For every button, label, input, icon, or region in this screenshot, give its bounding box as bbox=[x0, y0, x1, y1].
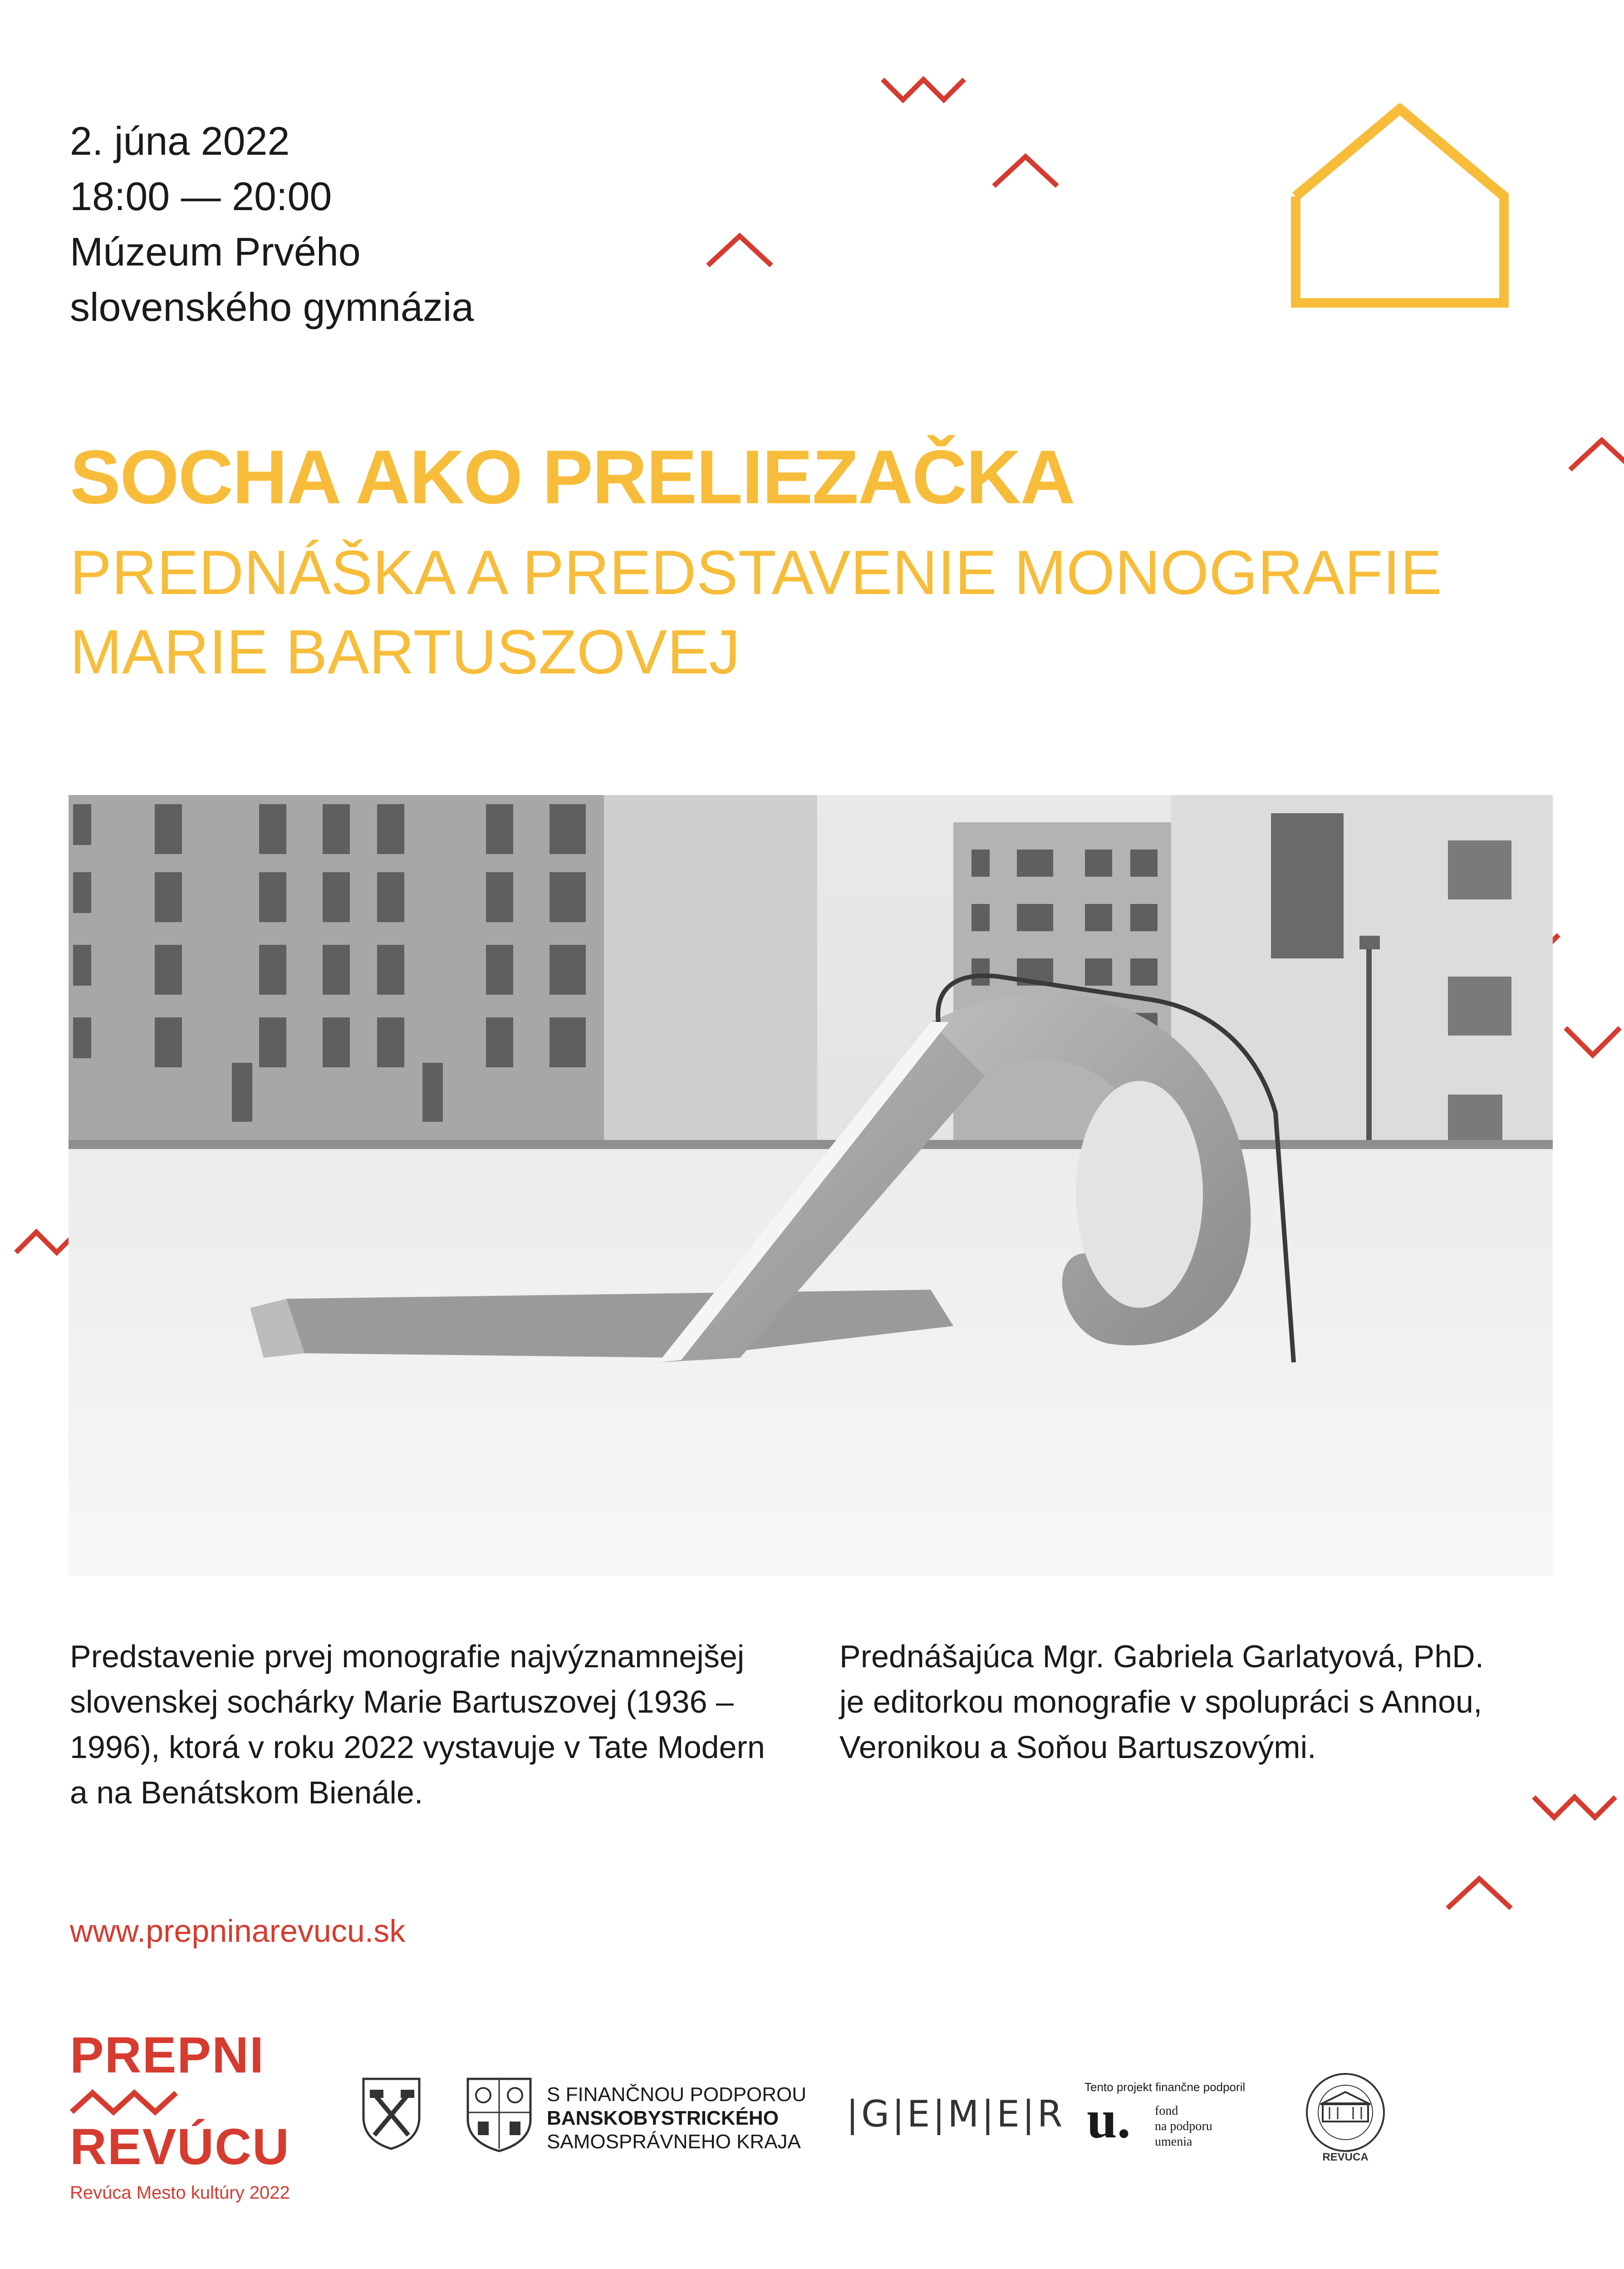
logo-word-prepni: PREPNI bbox=[70, 2027, 265, 2083]
fpu-line1: fond bbox=[1155, 2104, 1178, 2118]
museum-seal-name: REVÚCA bbox=[1322, 2151, 1369, 2163]
page-title: SOCHA AKO PRELIEZAČKA bbox=[70, 434, 1074, 520]
page-subtitle bbox=[70, 533, 1442, 692]
event-venue-line1: Múzeum Prvého bbox=[70, 229, 361, 274]
logo-zigzag-icon bbox=[70, 2088, 188, 2116]
chevron-decoration-icon bbox=[1565, 436, 1624, 476]
description-right-line2: je editorkou monografie v spolupráci s Annou, bbox=[839, 1684, 1482, 1719]
event-info bbox=[70, 113, 474, 335]
fpu-note: Tento projekt finančne podporil bbox=[1084, 2080, 1246, 2094]
event-venue-line2: slovenského gymnázia bbox=[70, 285, 474, 329]
bbsk-coat-of-arms-icon bbox=[465, 2076, 533, 2153]
house-outline-icon bbox=[1291, 103, 1509, 308]
event-time: 18:00 — 20:00 bbox=[70, 174, 332, 219]
museum-seal-icon bbox=[1293, 2072, 1398, 2158]
description-left-line4: a na Benátskom Bienále. bbox=[70, 1775, 423, 1810]
gemer-logo: |G|E|M|E|R bbox=[846, 2093, 1065, 2135]
bbsk-line3: SAMOSPRÁVNEHO KRAJA bbox=[547, 2131, 801, 2153]
fpu-line3: umenia bbox=[1155, 2135, 1192, 2149]
chevron-decoration-icon bbox=[989, 152, 1062, 193]
bbsk-support-text bbox=[547, 2083, 806, 2154]
description-right-line3: Veronikou a Soňou Bartuszovými. bbox=[839, 1729, 1316, 1765]
website-link[interactable]: www.prepninarevucu.sk bbox=[70, 1913, 406, 1949]
logo-word-revucu: REVÚCU bbox=[70, 2118, 290, 2175]
fpu-mark: u. bbox=[1087, 2089, 1131, 2149]
prepni-revucu-logo bbox=[70, 2028, 290, 2203]
chevron-decoration-icon bbox=[1531, 1790, 1622, 1831]
event-date: 2. júna 2022 bbox=[70, 118, 290, 163]
chevron-decoration-icon bbox=[703, 231, 776, 272]
description-left-line1: Predstavenie prvej monografie najvýznamnejšej bbox=[70, 1639, 745, 1674]
description-right-line1: Prednášajúca Mgr. Gabriela Garlatyová, PhD. bbox=[839, 1639, 1484, 1674]
chevron-decoration-icon bbox=[1443, 1874, 1516, 1915]
description-right bbox=[839, 1634, 1529, 1770]
coat-of-arms-icon bbox=[361, 2076, 422, 2151]
chevron-decoration-icon bbox=[1561, 1021, 1624, 1062]
subtitle-line2: MARIE BARTUSZOVEJ bbox=[70, 617, 741, 687]
fpu-line2: na podporu bbox=[1155, 2119, 1212, 2133]
bbsk-line2: BANSKOBYSTRICKÉHO bbox=[547, 2107, 779, 2129]
description-left bbox=[70, 1634, 814, 1815]
chevron-decoration-icon bbox=[880, 73, 971, 113]
fpu-name bbox=[1155, 2103, 1212, 2150]
description-left-line2: slovenskej sochárky Marie Bartuszovej (1936 – bbox=[70, 1684, 734, 1719]
sculpture-photo bbox=[69, 795, 1553, 1576]
logo-tagline: Revúca Mesto kultúry 2022 bbox=[70, 2183, 290, 2203]
description-left-line3: 1996), ktorá v roku 2022 vystavuje v Tate Modern bbox=[70, 1729, 765, 1765]
subtitle-line1: PREDNÁŠKA A PREDSTAVENIE MONOGRAFIE bbox=[70, 538, 1442, 608]
bbsk-line1: S FINANČNOU PODPOROU bbox=[547, 2083, 807, 2106]
